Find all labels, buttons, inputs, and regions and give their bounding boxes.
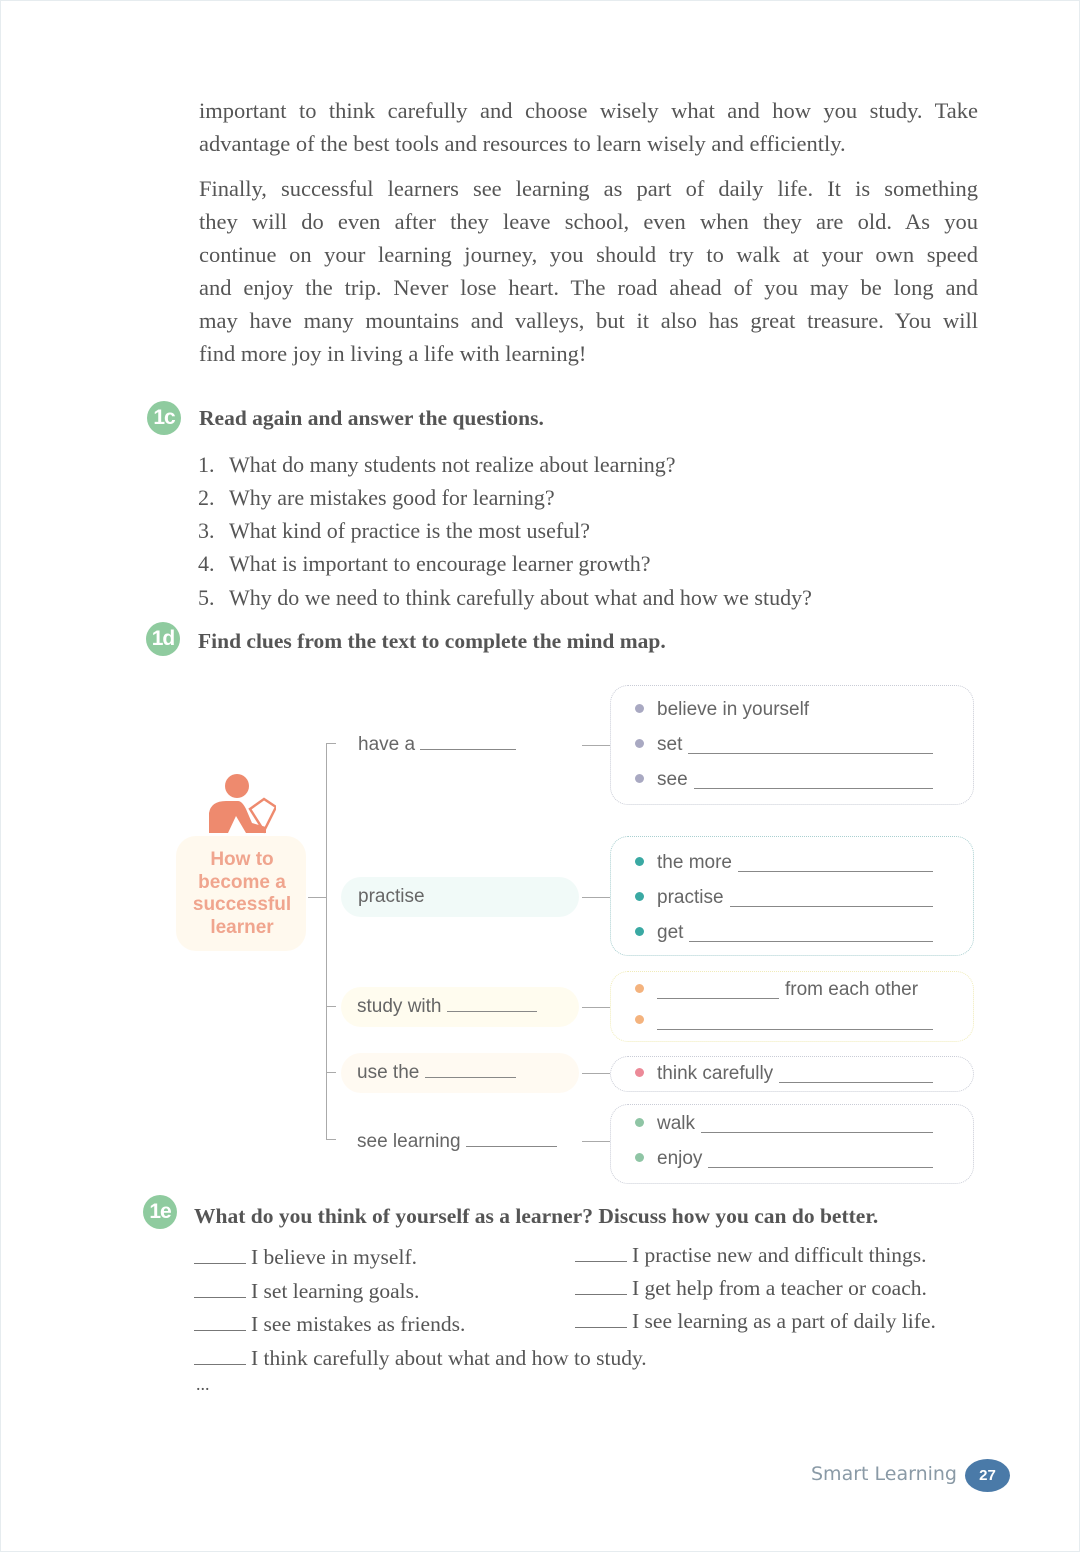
answer-blank[interactable] [730,889,933,907]
bullet-icon [635,857,644,866]
paragraph-line: important to think carefully and choose wisely what and how you study. Take [199,98,978,123]
page-number: 27 [965,1459,1010,1492]
checklist-item: I see mistakes as friends. [194,1311,465,1337]
answer-blank[interactable] [657,981,779,999]
exercise-title: What do you think of yourself as a learner? Discuss how you can do better. [194,1204,879,1228]
bullet-icon [635,984,644,993]
bullet-icon [635,1068,644,1077]
bullet-icon [635,927,644,936]
bullet-icon [635,704,644,713]
branch-have-a: have a [358,732,516,757]
checklist-item: I get help from a teacher or coach. [575,1275,927,1301]
paragraph-line: Finally, successful learners see learning as part of daily life. It is something [199,176,978,201]
question: 1. What do many students not realize about learning? [198,452,676,477]
paragraph-line: advantage of the best tools and resources to learn wisely and efficiently. [199,131,846,156]
checklist-item: I believe in myself. [194,1244,417,1270]
bullet-icon [635,739,644,748]
box-study-with: from each other [610,971,974,1042]
bullet-icon [635,1118,644,1127]
answer-blank[interactable] [708,1150,933,1168]
box-practise: the more practise get [610,836,974,956]
box-see-learning: walk enjoy [610,1104,974,1184]
connector [582,1073,610,1074]
connector [326,1072,336,1073]
footer-title: Smart Learning [811,1463,957,1485]
question: 2. Why are mistakes good for learning? [198,485,555,510]
check-blank[interactable] [575,1244,627,1262]
bullet-icon [635,892,644,901]
answer-blank[interactable] [466,1129,557,1147]
ellipsis: ... [196,1374,210,1394]
checklist-item: I think carefully about what and how to study. [194,1345,647,1371]
connector [308,897,326,898]
exercise-title: Find clues from the text to complete the mind map. [198,629,666,653]
bullet-icon [635,774,644,783]
check-blank[interactable] [194,1347,246,1365]
box-have-a: believe in yourself set see [610,685,974,805]
question: 3. What kind of practice is the most useful? [198,518,591,543]
check-blank[interactable] [194,1280,246,1298]
exercise-title: Read again and answer the questions. [199,406,544,430]
exercise-badge: 1e [143,1195,177,1229]
branch-use-the: use the [357,1060,516,1085]
answer-blank[interactable] [657,1012,933,1030]
checklist-item: I see learning as a part of daily life. [575,1308,936,1334]
exercise-badge: 1d [146,622,180,656]
connector [326,743,336,744]
branch-see-learning: see learning [357,1129,557,1154]
branch-practise: practise [358,886,425,907]
check-blank[interactable] [575,1277,627,1295]
checklist-item: I set learning goals. [194,1278,419,1304]
paragraph-line: continue on your learning journey, you should try to walk at your own speed [199,242,978,267]
box-use-the: think carefully [610,1056,974,1092]
question: 4. What is important to encourage learner growth? [198,551,651,576]
connector [582,897,610,898]
bullet-icon [635,1153,644,1162]
answer-blank[interactable] [688,736,933,754]
checklist-item: I practise new and difficult things. [575,1242,927,1268]
trunk-line [326,743,327,1140]
connector [582,745,610,746]
answer-blank[interactable] [425,1060,516,1078]
connector [582,1007,610,1008]
connector [326,1139,336,1140]
paragraph-line: and enjoy the trip. Never lose heart. The road ahead of you may be long and [199,275,978,300]
branch-study-with: study with [357,994,537,1019]
paragraph-line: find more joy in living a life with learning! [199,341,587,366]
exercise-badge: 1c [147,401,181,435]
answer-blank[interactable] [447,994,537,1012]
paragraph-line: they will do even after they leave school, even when they are old. As you [199,209,978,234]
answer-blank[interactable] [689,924,933,942]
learner-icon [206,771,276,837]
connector [326,1006,336,1007]
connector [582,1141,610,1142]
answer-blank[interactable] [694,771,933,789]
check-blank[interactable] [194,1246,246,1264]
answer-blank[interactable] [420,732,516,750]
answer-blank[interactable] [779,1065,933,1083]
bullet-icon [635,1015,644,1024]
check-blank[interactable] [575,1310,627,1328]
answer-blank[interactable] [738,854,933,872]
paragraph-line: may have many mountains and valleys, but it also has great treasure. You will [199,308,978,333]
check-blank[interactable] [194,1313,246,1331]
answer-blank[interactable] [701,1115,933,1133]
mind-map-center: How to become a successful learner [192,849,292,938]
question: 5. Why do we need to think carefully about what and how we study? [198,585,812,610]
